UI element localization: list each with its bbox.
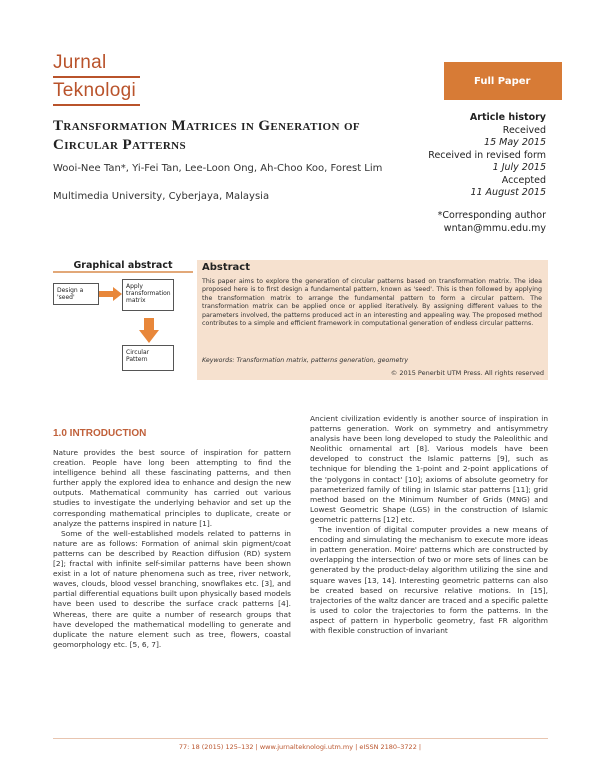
journal-name-line2: Teknologi [53, 80, 136, 101]
footer-rule [53, 738, 548, 739]
down-arrow-icon [139, 318, 159, 344]
intro-paragraph-1: Nature provides the best source of inspiration for pattern creation. People have long been attempting to find the intelligence behind all these fascinating patterns, and then further apply the explored idea to enhance and design the new outputs. Mathematical community has carried out various studies to investigate the underlying behavior and set up the corresponding mathematical principles to duplicate, create or analyze the patterns inspired in nature [1]. [53, 448, 291, 528]
apply-matrix-box: Apply transformation matrix [122, 279, 174, 311]
journal-name-line1: Jurnal [53, 52, 107, 73]
abstract-body: This paper aims to explore the generation of circular patterns based on transformation matrix. The idea proposed here is to first design a fundamental pattern, known as 'seed'. This is then followed by applying the transformation matrix to arrange the fundamental pattern to form a circular pattern. The transformation matrix can be applied once or applied iteratively. By assigning different values to the parameters involved, the patterns produced act in an interesting and appealing way. The proposed method contributes to a simple and efficient framework in computational generation of endless circular patterns. [202, 278, 542, 328]
affiliation: Multimedia University, Cyberjaya, Malaysia [53, 191, 270, 202]
abstract-panel [197, 260, 548, 380]
abstract-heading: Abstract [202, 262, 251, 273]
corresponding-author [400, 210, 546, 235]
journal-rule-bottom [53, 104, 140, 106]
intro-paragraph-4: The invention of digital computer provides a new means of encoding and simulating the mechanism to execute more ideas in pattern generation. Moire' patterns which are constructed by overlapping the intersection of two or more sets of lines can be generated by the product-delay algorithm utilizing the sine and square waves [13, 14]. Interesting geometric patterns can also be created based on recursive relative motions. In [15], trajectories of the waltz dancer are traced and a specific palette is used to color the trajectories to form the patterns. In the aspect of pattern in hyperbolic geometry, fast FR algorithm with flexible construction of invariant [310, 525, 548, 635]
accepted-label: Accepted [501, 174, 546, 186]
paper-title: Transformation Matrices in Generation of Circular Patterns [53, 118, 361, 153]
accepted-date: 11 August 2015 [470, 187, 546, 198]
intro-paragraph-3: Ancient civilization evidently is another source of inspiration in patterns generation. Work on symmetry and antisymmetry analysis have been long developed to study the Paleolithic and Neolithic ornamental art [8]. Various models have been developed to construct the Islamic patterns [9], such as technique for blending the 1-point and 2-point applications of the 'polygons in contact' [10]; axioms of absolute geometry for parameterized family of tiling in Islamic star patterns [11]; grid method based on the Minimum Number of Grids (MNG) and Lowest Geometric Shape (LGS) in the construction of Islamic geometric patterns [12] etc. [310, 414, 548, 524]
copyright: © 2015 Penerbit UTM Press. All rights reserved [390, 369, 544, 377]
corresponding-email[interactable]: wntan@mmu.edu.my [443, 222, 546, 234]
article-history [400, 112, 546, 200]
received-date: 15 May 2015 [484, 137, 546, 148]
intro-paragraph-2: Some of the well-established models related to patterns in nature are as follows: Formation of animal skin pigment/coat patterns can be described by Reaction diffusion (RD) system [2]; fractal with infinite self-similar patterns have been shown exist in a lot of nature phenomena such as tree, river network, waves, clouds, blood vessel branching, snowflakes etc. [3], and partial differential equations built upon physically based models have been used to describe the surface crack patterns [4]. Whereas, there are quite a number of research groups that have developed the mathematical modelling to generate and duplicate the nature element such as tree, flowers, coastal geomorphology etc. [5, 6, 7]. [53, 528, 291, 649]
received-label: Received [502, 124, 546, 136]
history-heading: Article history [469, 112, 546, 123]
circular-pattern-box: Circular Pattern [122, 345, 174, 371]
corresponding-label: *Corresponding author [437, 210, 546, 221]
graphical-abstract-rule [53, 271, 193, 273]
author-list: Wooi-Nee Tan*, Yi-Fei Tan, Lee-Loon Ong, Ah-Choo Koo, Forest Lim [53, 163, 383, 174]
footer-citation: 77: 18 (2015) 125–132 | www.jurnalteknologi.utm.my | eISSN 2180–3722 | [178, 743, 422, 751]
left-column [53, 448, 291, 650]
section-heading-introduction: 1.0 INTRODUCTION [53, 428, 147, 439]
keywords: Keywords: Transformation matrix, patterns generation, geometry [202, 357, 409, 364]
revised-date: 1 July 2015 [492, 162, 546, 173]
journal-rule [53, 76, 140, 78]
right-column [310, 414, 548, 636]
graphical-abstract-heading: Graphical abstract [73, 260, 173, 271]
revised-label: Received in revised form [428, 149, 546, 161]
seed-box: Design a 'seed' [53, 283, 99, 305]
journal-logo [53, 52, 140, 108]
right-arrow-icon [99, 287, 123, 301]
full-paper-badge: Full Paper [444, 62, 562, 100]
